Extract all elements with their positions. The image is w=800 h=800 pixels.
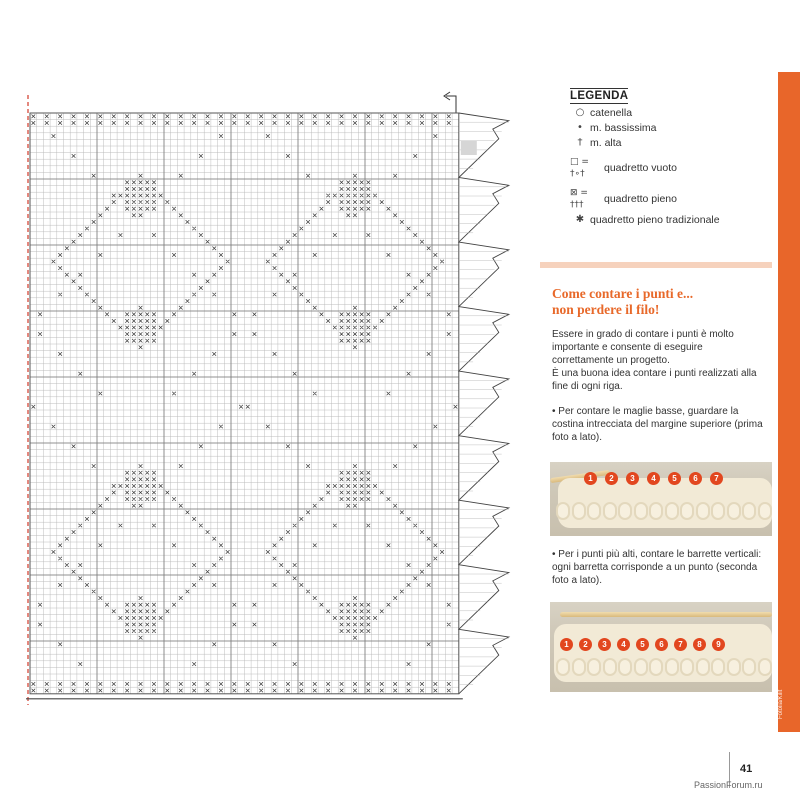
stitch-number-marker: 1 [560, 638, 573, 651]
stitch-number-marker: 1 [584, 472, 597, 485]
tip-box [540, 262, 772, 718]
yarn-stitch [711, 658, 725, 676]
tip-paragraph-3: • Per contare le maglie basse, guardare la costina intrecciata del margine superiore (prima foto a lato). [552, 406, 763, 443]
legend-label: catenella [590, 107, 633, 119]
edging-grid [459, 122, 509, 684]
stitch-number-marker: 2 [579, 638, 592, 651]
photo-credit: Fotolia/Kilit [778, 689, 784, 719]
legend-title: LEGENDA [570, 90, 629, 102]
yarn-stitch [649, 502, 663, 520]
watermark: PassionForum.ru [694, 780, 763, 790]
yarn-stitch [634, 658, 648, 676]
legend-item-catenella [570, 107, 770, 119]
tip-title-line1: Come contare i punti e... [552, 286, 694, 301]
photo-single-crochet [550, 462, 772, 536]
yarn-stitch [711, 502, 725, 520]
open-mesh-icon: □ = †∘† [570, 157, 589, 179]
stitch-number-marker: 9 [712, 638, 725, 651]
stitch-number-marker: 4 [647, 472, 660, 485]
crochet-hook [560, 612, 772, 617]
yarn-stitch [572, 502, 586, 520]
yarn-stitch [649, 658, 663, 676]
yarn-stitch [696, 658, 710, 676]
yarn-stitch [603, 502, 617, 520]
legend-item-alta [570, 137, 770, 149]
side-accent-bar [778, 72, 800, 732]
yarn-stitch [634, 502, 648, 520]
legend-item-quadretto-vuoto [570, 156, 770, 180]
yarn-stitch [587, 502, 601, 520]
tip-paragraph-4: • Per i punti più alti, contare le barrette verticali: ogni barretta corrisponde a un punto (seconda foto a lato). [552, 549, 762, 586]
legend-label: quadretto pieno [604, 193, 677, 205]
yarn-stitch [665, 502, 679, 520]
yarn-stitch [603, 658, 617, 676]
yarn-stitch [618, 502, 632, 520]
yarn-stitch [556, 502, 570, 520]
legend-label: m. alta [590, 137, 622, 149]
legend-label: m. bassissima [590, 122, 657, 134]
stitch-number-marker: 3 [626, 472, 639, 485]
yarn-stitch [587, 658, 601, 676]
yarn-stitch [758, 658, 772, 676]
legend-item-bassissima [570, 122, 770, 134]
legend-item-pieno-tradizionale [570, 214, 770, 226]
stitch-number-marker: 6 [689, 472, 702, 485]
tip-title-line2: non perdere il filo! [552, 302, 660, 317]
stitch-number-marker: 5 [668, 472, 681, 485]
photo-double-crochet [550, 602, 772, 692]
yarn-stitch [696, 502, 710, 520]
grid-lines [30, 113, 459, 694]
stitch-number-marker: 5 [636, 638, 649, 651]
yarn-stitch [742, 658, 756, 676]
stitch-number-marker: 7 [710, 472, 723, 485]
stitch-number-marker: 7 [674, 638, 687, 651]
yarn-stitch [665, 658, 679, 676]
stitch-number-marker: 3 [598, 638, 611, 651]
yarn-stitch [727, 502, 741, 520]
yarn-stitch [572, 658, 586, 676]
slip-stitch-icon: • [577, 122, 583, 133]
legend-label: quadretto vuoto [604, 162, 677, 174]
stitch-number-marker: 6 [655, 638, 668, 651]
tip-paragraph-2: È una buona idea contare i punti realizzati alla fine di ogni riga. [552, 368, 757, 392]
double-crochet-icon: † [577, 137, 583, 148]
yarn-stitch [727, 658, 741, 676]
legend [570, 86, 770, 226]
traditional-block-icon: ✱ [575, 214, 585, 225]
yarn-stitch [758, 502, 772, 520]
start-shaded-block [461, 141, 477, 155]
yarn-stitch [742, 502, 756, 520]
yarn-stitch [556, 658, 570, 676]
tip-title [552, 286, 772, 318]
legend-item-quadretto-pieno [570, 187, 770, 211]
tip-paragraph-1: Essere in grado di contare i punti è molto importante e consente di eseguire correttamente un progetto. [552, 329, 734, 366]
legend-label: quadretto pieno tradizionale [590, 214, 720, 226]
page-number: 41 [740, 763, 753, 775]
stitch-number-marker: 4 [617, 638, 630, 651]
yarn-stitch [680, 658, 694, 676]
yarn-stitch [680, 502, 694, 520]
tip-top-rule [540, 262, 772, 268]
edging-zigzag [459, 113, 509, 694]
filled-block-icon: ⊠ = ††† [570, 188, 588, 210]
stitch-number-marker: 8 [693, 638, 706, 651]
stitch-number-marker: 2 [605, 472, 618, 485]
yarn-stitch [618, 658, 632, 676]
chain-stitch-icon: ○ [575, 107, 585, 118]
